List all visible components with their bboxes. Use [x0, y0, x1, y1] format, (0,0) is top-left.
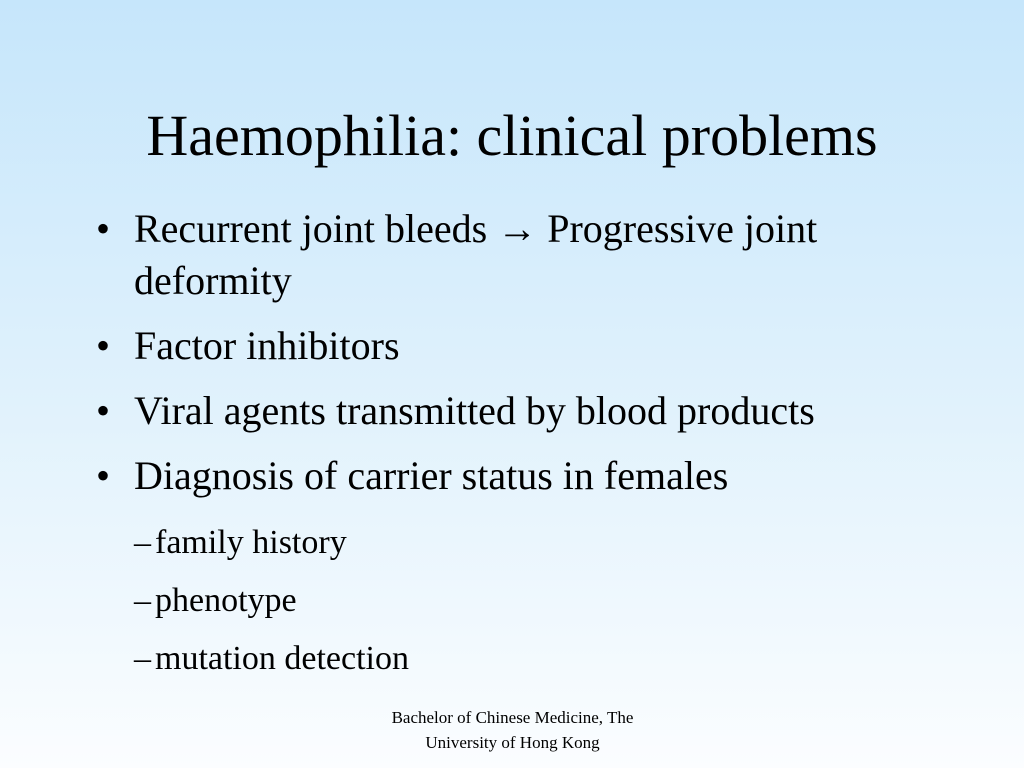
footer-line-2: University of Hong Kong [425, 733, 600, 752]
bullet-item [96, 450, 956, 502]
sub-bullet-item [110, 638, 834, 680]
bullet-marker: • [96, 388, 111, 433]
sub-bullet-marker: – [134, 524, 151, 561]
sub-bullet-item [110, 522, 834, 564]
bullet-marker: • [96, 323, 111, 368]
bullet-item [96, 203, 956, 307]
footer [330, 705, 695, 755]
bullet-item [96, 320, 956, 372]
bullet-text: Diagnosis of carrier status in females [134, 453, 729, 498]
sub-bullet-list [134, 522, 834, 696]
bullet-text: Factor inhibitors [134, 323, 400, 368]
bullet-list [96, 203, 956, 515]
sub-bullet-text: family history [155, 524, 347, 561]
sub-bullet-marker: – [134, 582, 151, 619]
bullet-item [96, 385, 956, 437]
slide-title: Haemophilia: clinical problems [146, 103, 878, 168]
bullet-marker: • [96, 453, 111, 498]
sub-bullet-text: mutation detection [155, 640, 409, 677]
bullet-text: Viral agents transmitted by blood products [134, 388, 815, 433]
sub-bullet-text: phenotype [155, 582, 297, 619]
sub-bullet-item [110, 580, 834, 622]
footer-line-1: Bachelor of Chinese Medicine, The [391, 708, 634, 727]
bullet-text: Recurrent joint bleeds → Progressive joint deformity [134, 206, 818, 303]
sub-bullet-marker: – [134, 640, 151, 677]
bullet-marker: • [96, 206, 111, 251]
